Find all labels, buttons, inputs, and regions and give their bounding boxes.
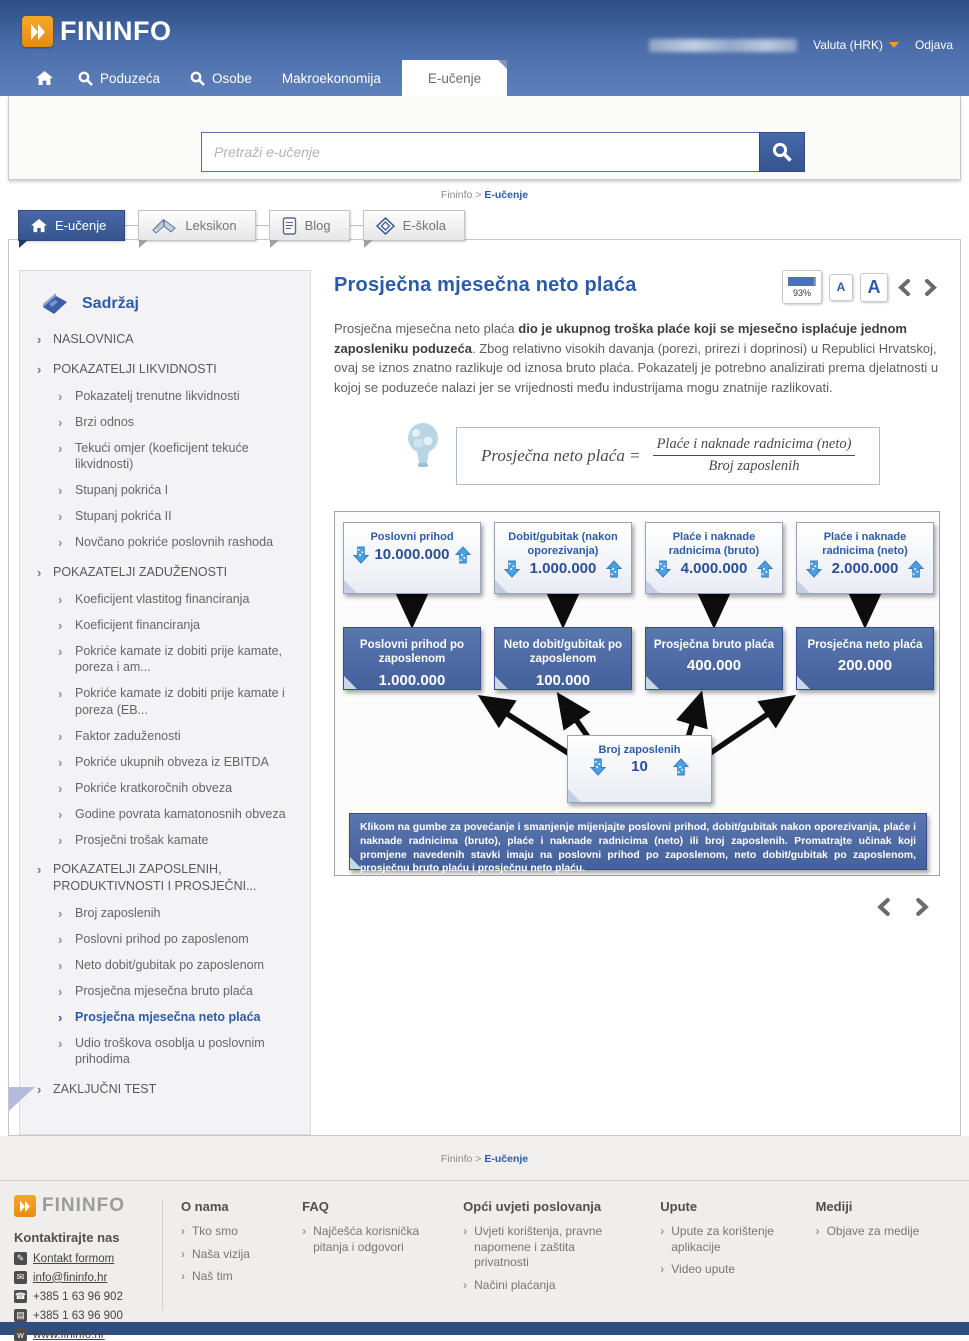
decrease-button[interactable] bbox=[655, 560, 671, 578]
box-value: 10.000.000 bbox=[374, 546, 450, 564]
header bbox=[0, 0, 969, 96]
toc-item[interactable]: › POKAZATELJI LIKVIDNOSTI bbox=[36, 361, 294, 378]
envelope-icon: ✉ bbox=[14, 1271, 27, 1284]
diamond-book-icon bbox=[376, 217, 395, 235]
search-icon bbox=[78, 71, 93, 86]
font-decrease-button[interactable]: A bbox=[829, 274, 853, 301]
toc-item[interactable]: › Pokazatelj trenutne likvidnosti bbox=[36, 388, 294, 405]
footer-col-mediji bbox=[816, 1195, 939, 1322]
toc-item[interactable]: › ZAKLJUČNI TEST bbox=[36, 1081, 294, 1098]
box-value: 2.000.000 bbox=[831, 560, 899, 577]
lesson-content bbox=[334, 270, 940, 916]
breadcrumb-current: E-učenje bbox=[484, 1153, 529, 1166]
input-box-broj-zaposlenih bbox=[567, 735, 712, 803]
footer-col-opci-uvjeti bbox=[463, 1195, 630, 1322]
footer-link[interactable]: › Naša vizija bbox=[181, 1247, 272, 1263]
toc-item[interactable]: › Pokriće kratkoročnih obveza bbox=[36, 780, 294, 797]
breadcrumb bbox=[0, 180, 969, 206]
nav-osobe[interactable] bbox=[175, 60, 267, 96]
formula-lhs: Prosječna neto plaća = bbox=[481, 445, 641, 465]
tab-label: E-učenje bbox=[55, 218, 107, 233]
toc-item[interactable]: › Pokriće ukupnih obveza iz EBITDA bbox=[36, 754, 294, 771]
zoom-percent: 93% bbox=[792, 287, 811, 298]
formula-numerator: Plaće i naknade radnicima (neto) bbox=[653, 436, 856, 456]
home-icon bbox=[36, 71, 53, 86]
tab-blog[interactable] bbox=[269, 210, 350, 241]
box-label: Poslovni prihod bbox=[370, 531, 454, 543]
increase-button[interactable] bbox=[757, 560, 773, 578]
fax-icon: ▤ bbox=[14, 1309, 27, 1322]
input-box-place-bruto bbox=[645, 522, 783, 594]
next-lesson-button[interactable] bbox=[912, 898, 932, 916]
section-tabs bbox=[18, 210, 969, 241]
currency-selector[interactable] bbox=[813, 38, 899, 52]
contact-link-label: +385 1 63 96 902 bbox=[33, 1290, 123, 1303]
interactive-diagram bbox=[334, 511, 940, 876]
arrow-down-icon bbox=[590, 758, 606, 776]
increase-button[interactable] bbox=[455, 546, 471, 564]
phone-icon: ☎ bbox=[14, 1291, 27, 1302]
lesson-pager bbox=[342, 898, 932, 916]
logout-link[interactable]: Odjava bbox=[914, 38, 953, 52]
increase-button[interactable] bbox=[606, 560, 622, 578]
footer-logo-text: FININFO bbox=[42, 1195, 125, 1217]
footer-link[interactable]: › Naš tim bbox=[181, 1269, 272, 1285]
arrow-down-icon bbox=[353, 546, 369, 564]
chevron-right-icon bbox=[915, 898, 929, 916]
box-value: 100.000 bbox=[535, 671, 591, 689]
arrow-down-icon bbox=[806, 560, 822, 578]
box-label: Broj zaposlenih bbox=[598, 744, 681, 756]
footer-divider bbox=[162, 1199, 163, 1310]
footer-col-title: Mediji bbox=[815, 1199, 853, 1215]
toc-item[interactable]: › Godine povrata kamatonosnih obveza bbox=[36, 806, 294, 823]
increase-button[interactable] bbox=[673, 758, 689, 776]
formula-denominator: Broj zaposlenih bbox=[708, 458, 800, 474]
input-box-dobit-gubitak bbox=[494, 522, 632, 594]
breadcrumb-current: E-učenje bbox=[484, 189, 529, 201]
sidebar-toc bbox=[19, 270, 311, 1135]
intro-bold: dio je ukupnog troška plaće koji se mjesečno isplaćuje jednom zaposleniku poduzeća bbox=[334, 321, 907, 356]
footer-link[interactable]: › Načini plaćanja bbox=[463, 1278, 630, 1294]
toc-item-active[interactable]: › Prosječna mjesečna neto plaća bbox=[36, 1009, 294, 1026]
lightbulb-puzzle-icon bbox=[402, 421, 444, 473]
nav-poduzeca[interactable] bbox=[63, 60, 175, 96]
tab-e-skola[interactable] bbox=[363, 210, 465, 241]
contact-link-label: www.fininfo.hr bbox=[33, 1328, 105, 1341]
footer-logo[interactable] bbox=[14, 1195, 148, 1217]
toc-item[interactable]: › Faktor zaduženosti bbox=[36, 728, 294, 745]
search-button[interactable] bbox=[759, 132, 805, 172]
lesson-toolbar bbox=[782, 270, 940, 304]
search-icon bbox=[772, 142, 792, 162]
intro-rest: . Zbog relativno visokih davanja (porezi, prirezi i doprinosi) u Republici Hrvatskoj, ovaj se iznos znatno razlikuje od iznosa bruto plaća. Pokazatelj je potrebno analizirati prema djelatnosti u kojoj se poduzeće nalazi jer se vrijednosti među industrijama mogu znatnije razlikovati. bbox=[334, 340, 939, 395]
username-redacted bbox=[649, 39, 797, 52]
footer-link[interactable]: › Objave za medije bbox=[816, 1224, 939, 1240]
tab-label: Leksikon bbox=[185, 218, 237, 233]
arrow-down-icon bbox=[655, 560, 671, 578]
user-area bbox=[649, 38, 953, 52]
toc-item[interactable]: › Poslovni prihod po zaposlenom bbox=[36, 931, 294, 948]
search-box bbox=[201, 132, 805, 172]
breadcrumb-root[interactable]: Fininfo bbox=[440, 1153, 473, 1166]
zoom-progress-bar bbox=[788, 277, 816, 286]
footer bbox=[0, 1180, 969, 1341]
box-label: Neto dobit/gubitak po zaposlenom bbox=[503, 639, 623, 666]
arrow-up-icon bbox=[673, 758, 689, 776]
tab-e-ucenje[interactable] bbox=[18, 210, 125, 241]
nav-home[interactable] bbox=[26, 60, 63, 96]
result-box-prihod-po-zaposlenom bbox=[343, 627, 481, 690]
main-nav bbox=[0, 60, 969, 96]
increase-button[interactable] bbox=[908, 560, 924, 578]
home-icon bbox=[31, 219, 47, 233]
prev-lesson-button[interactable] bbox=[874, 898, 894, 916]
toc-item[interactable]: › Neto dobit/gubitak po zaposlenom bbox=[36, 957, 294, 974]
caption-text: Klikom na gumbe za povećanje i smanjenje mijenjajte poslovni prihod, dobit/gubitak nakon oporezivanja, plaće i naknade radnicima (bruto), plaće i naknade radnicima (neto) ili broj zaposlenih. Promatrajte učinak koji promjene navedenih stavki imaju na poslovni prihod po zaposlenom, neto dobit/gubitak po zaposlenom, prosječnu bruto plaću i prosječnu neto plaću. bbox=[360, 822, 916, 875]
fininfo-logo-icon bbox=[22, 16, 53, 47]
chevron-left-icon bbox=[877, 898, 891, 916]
arrow-up-icon bbox=[455, 546, 471, 564]
decrease-button[interactable] bbox=[590, 758, 606, 776]
sidebar-header bbox=[36, 291, 294, 317]
box-value: 200.000 bbox=[837, 657, 893, 675]
footer-col-title: FAQ bbox=[302, 1199, 329, 1215]
arrow-up-icon bbox=[908, 560, 924, 578]
tab-divider bbox=[350, 225, 363, 226]
toc-item[interactable]: › Pokriće kamate iz dobiti prije kamate, poreza i am... bbox=[36, 643, 294, 677]
intro-lead: Prosječna mjesečna neto plaća bbox=[334, 321, 519, 336]
formula-fraction bbox=[653, 436, 856, 475]
contact-link-label: info@fininfo.hr bbox=[33, 1271, 108, 1284]
toc-item[interactable]: › Tekući omjer (koeficijent tekuće likvidnosti) bbox=[36, 440, 294, 474]
nav-label: Poduzeća bbox=[100, 70, 161, 86]
arrow-down-icon bbox=[504, 560, 520, 578]
footer-col-faq bbox=[302, 1195, 433, 1322]
fininfo-logo[interactable] bbox=[22, 16, 172, 47]
breadcrumb-root[interactable]: Fininfo bbox=[440, 189, 473, 201]
tab-label: Blog bbox=[304, 218, 331, 233]
footer-link[interactable]: › Tko smo bbox=[181, 1224, 272, 1240]
contact-email-link[interactable] bbox=[14, 1271, 148, 1284]
fininfo-logo-icon bbox=[14, 1195, 36, 1217]
toc-item[interactable]: › NASLOVNICA bbox=[36, 331, 294, 348]
contact-link-label: +385 1 63 96 900 bbox=[33, 1309, 123, 1322]
pencil-icon: ✎ bbox=[14, 1252, 27, 1265]
tab-label: E-škola bbox=[402, 218, 447, 233]
contact-phone bbox=[14, 1290, 148, 1303]
toc-item[interactable]: › Brzi odnos bbox=[36, 414, 294, 431]
toc-item[interactable]: › Stupanj pokrića II bbox=[36, 508, 294, 525]
toc-item[interactable]: › POKAZATELJI ZADUŽENOSTI bbox=[36, 564, 294, 581]
chevron-down-icon bbox=[889, 42, 899, 48]
contact-title: Kontaktirajte nas bbox=[14, 1230, 120, 1246]
box-value: 1.000.000 bbox=[529, 560, 597, 577]
decrease-button[interactable] bbox=[806, 560, 822, 578]
formula-box bbox=[456, 427, 880, 485]
input-box-place-neto bbox=[796, 522, 934, 594]
tab-divider bbox=[256, 225, 269, 226]
main-panel bbox=[8, 239, 961, 1136]
font-increase-button[interactable]: A bbox=[860, 273, 888, 302]
logo-text: FININFO bbox=[60, 16, 172, 46]
nav-label: E-učenje bbox=[427, 70, 482, 86]
search-panel bbox=[8, 96, 961, 180]
toc-item[interactable]: › Koeficijent vlastitog financiranja bbox=[36, 591, 294, 608]
breadcrumb-separator: > bbox=[475, 1153, 482, 1166]
footer-link[interactable]: › Najčešća korisnička pitanja i odgovori bbox=[302, 1224, 433, 1255]
footer-col-title: Upute bbox=[660, 1199, 698, 1215]
nav-e-ucenje[interactable] bbox=[402, 60, 507, 96]
contact-link-label: Kontakt formom bbox=[33, 1252, 115, 1265]
footer-col-title: O nama bbox=[180, 1199, 229, 1215]
chevron-right-icon bbox=[924, 279, 937, 296]
search-icon bbox=[190, 71, 205, 86]
breadcrumb-bottom bbox=[0, 1136, 969, 1180]
footer-link[interactable]: › Uvjeti korištenja, pravne napomene i zaštita privatnosti bbox=[463, 1224, 630, 1271]
toc-item[interactable]: › Koeficijent financiranja bbox=[36, 617, 294, 634]
input-box-poslovni-prihod bbox=[343, 522, 481, 594]
currency-label: Valuta (HRK) bbox=[813, 38, 883, 52]
box-label: Plaće i naknade radnicima (bruto) bbox=[668, 531, 760, 557]
result-box-dobit-po-zaposlenom bbox=[494, 627, 632, 690]
chevron-left-icon bbox=[898, 279, 911, 296]
box-value: 400.000 bbox=[686, 657, 742, 675]
decrease-button[interactable] bbox=[353, 546, 369, 564]
box-label: Prosječna bruto plaća bbox=[653, 639, 775, 651]
toc-item[interactable]: › Pokriće kamate iz dobiti prije kamate i poreza (EB... bbox=[36, 685, 294, 719]
decrease-button[interactable] bbox=[504, 560, 520, 578]
nav-makroekonomija[interactable] bbox=[267, 60, 396, 96]
toc-item[interactable]: › POKAZATELJI ZAPOSLENIH, PRODUKTIVNOSTI I PROSJEČNI... bbox=[36, 861, 294, 895]
footer-col-title: Opći uvjeti poslovanja bbox=[463, 1199, 602, 1215]
open-book-icon bbox=[151, 217, 177, 235]
book-icon bbox=[40, 291, 70, 317]
contact-form-link[interactable] bbox=[14, 1252, 148, 1265]
arrow-up-icon bbox=[606, 560, 622, 578]
search-input[interactable] bbox=[201, 132, 759, 172]
box-label: Prosječna neto plaća bbox=[807, 639, 923, 651]
lower-area bbox=[0, 1136, 969, 1341]
document-icon bbox=[282, 217, 297, 235]
box-label: Dobit/gubitak (nakon oporezivanja) bbox=[508, 531, 618, 557]
zoom-widget[interactable] bbox=[782, 270, 822, 304]
breadcrumb-separator: > bbox=[475, 189, 482, 201]
formula-section bbox=[402, 421, 940, 485]
toc-item[interactable]: › Broj zaposlenih bbox=[36, 905, 294, 922]
intro-paragraph bbox=[334, 319, 940, 397]
result-box-neto-placa bbox=[796, 627, 934, 690]
box-value: 1.000.000 bbox=[378, 671, 446, 689]
tab-divider bbox=[125, 225, 138, 226]
footer-col-upute bbox=[660, 1195, 785, 1322]
footer-link[interactable]: › Upute za korištenje aplikacije bbox=[660, 1224, 785, 1255]
prev-page-button[interactable] bbox=[895, 279, 914, 296]
page-corner-fold bbox=[9, 1087, 35, 1135]
toc-item[interactable]: › Novčano pokriće poslovnih rashoda bbox=[36, 534, 294, 551]
box-value: 10 bbox=[631, 758, 648, 776]
contact-fax bbox=[14, 1309, 148, 1322]
box-label: Plaće i naknade radnicima (neto) bbox=[822, 531, 908, 557]
nav-label: Makroekonomija bbox=[281, 70, 381, 86]
footer-link[interactable]: › Video upute bbox=[660, 1262, 785, 1278]
toc-item[interactable]: › Stupanj pokrića I bbox=[36, 482, 294, 499]
tab-leksikon[interactable] bbox=[138, 210, 255, 241]
footer-contact bbox=[14, 1195, 148, 1341]
diagram-caption bbox=[349, 813, 927, 875]
page-title: Prosječna mjesečna neto plaća bbox=[334, 274, 637, 296]
sidebar-title: Sadržaj bbox=[82, 295, 139, 312]
web-icon: w bbox=[14, 1328, 27, 1341]
footer-col-o-nama bbox=[181, 1195, 272, 1322]
nav-label: Osobe bbox=[212, 70, 252, 86]
result-box-bruto-placa bbox=[645, 627, 783, 690]
toc-item[interactable]: › Prosječna mjesečna bruto plaća bbox=[36, 983, 294, 1000]
contact-website-link[interactable] bbox=[14, 1328, 148, 1341]
toc-item[interactable]: › Udio troškova osoblja u poslovnim prihodima bbox=[36, 1035, 294, 1069]
box-label: Poslovni prihod po zaposlenom bbox=[359, 639, 465, 666]
toc-item[interactable]: › Prosječni trošak kamate bbox=[36, 832, 294, 849]
box-value: 4.000.000 bbox=[680, 560, 748, 577]
next-page-button[interactable] bbox=[921, 279, 940, 296]
arrow-up-icon bbox=[757, 560, 773, 578]
toc-list bbox=[36, 331, 294, 1098]
